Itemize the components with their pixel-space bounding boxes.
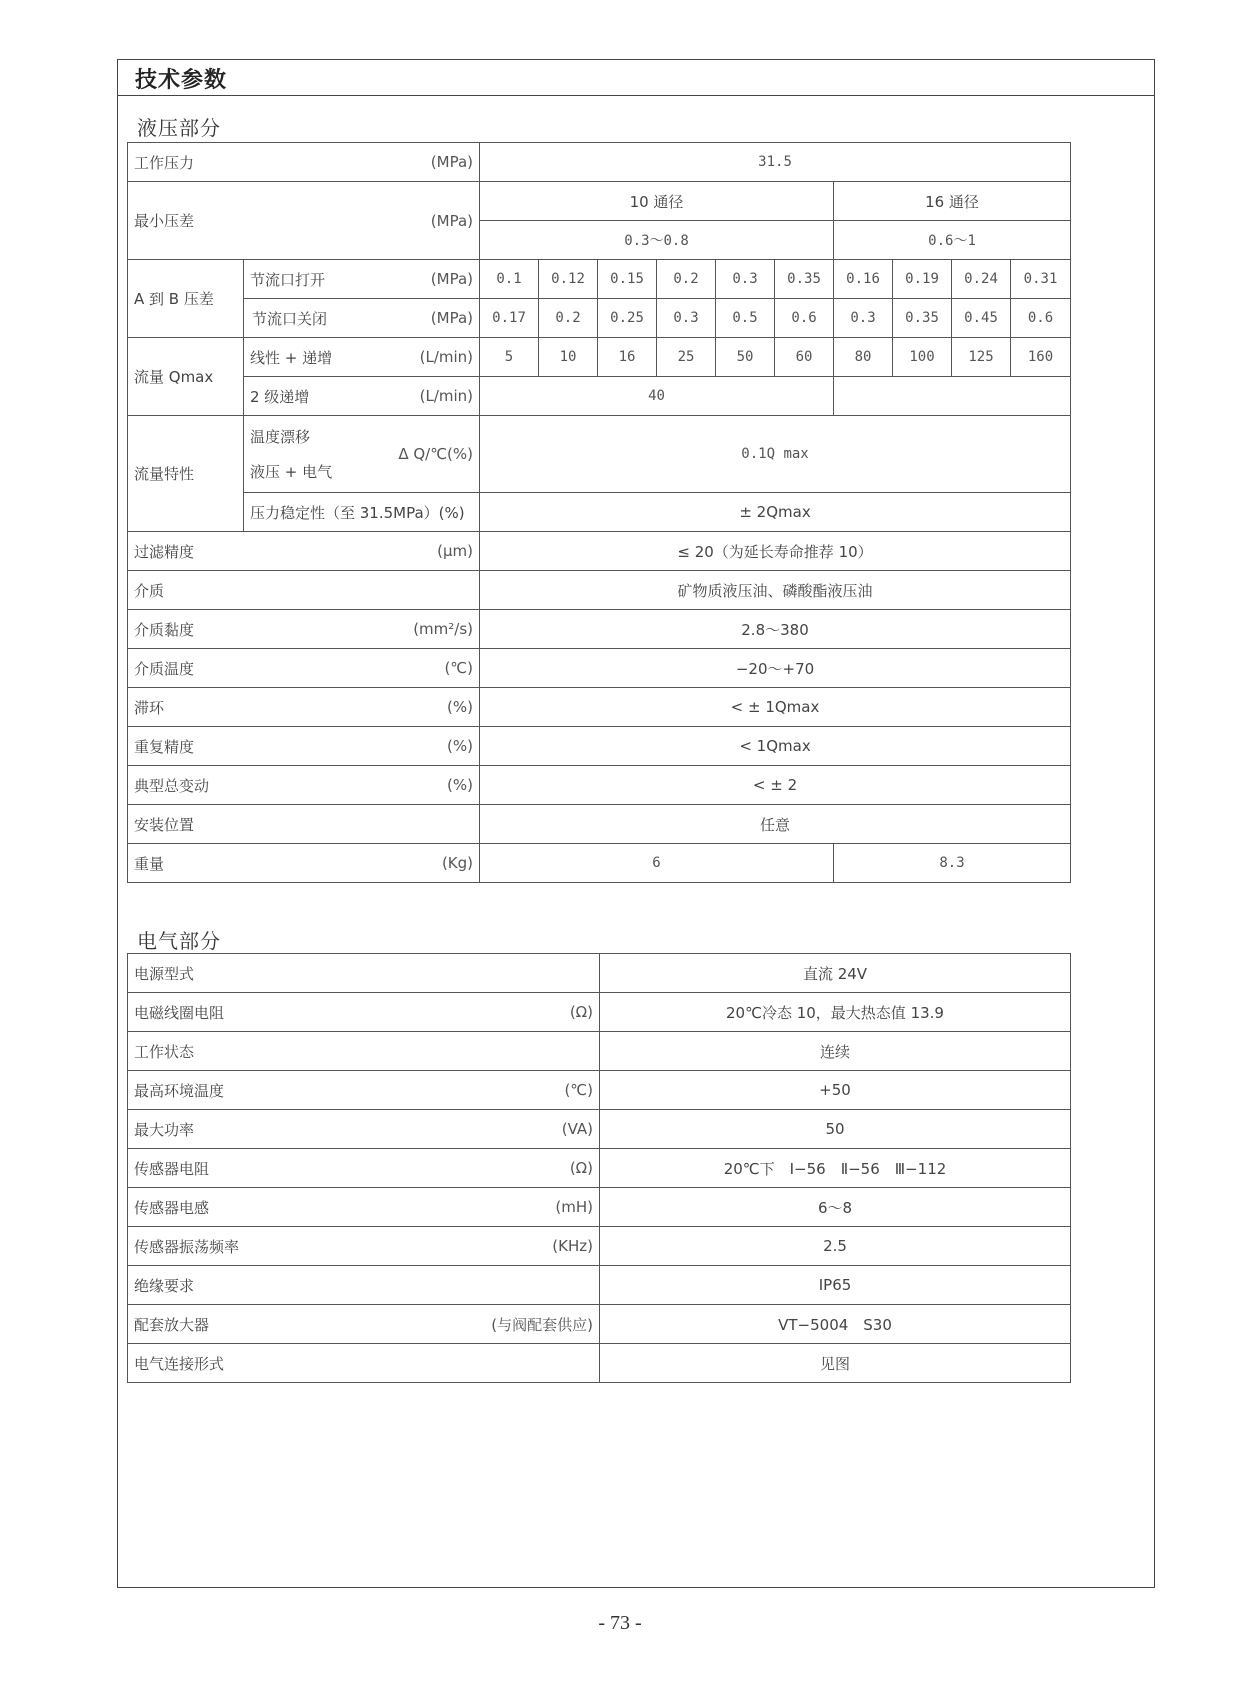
value-cell: 0.15 [598, 260, 657, 299]
value-cell: 0.16 [834, 260, 893, 299]
row-value: 直流 24V [600, 954, 1071, 993]
row-unit: (MPa) [430, 309, 474, 327]
row-unit: (℃) [444, 659, 474, 677]
temp-drift-value: 0.1Q max [480, 416, 1071, 493]
row-unit: (℃) [564, 1081, 593, 1099]
electrical-row [128, 993, 1071, 1032]
electrical-row [128, 954, 1071, 993]
row-label: 介质 [134, 581, 165, 600]
size10-header: 10 通径 [480, 182, 834, 221]
row-value: IP65 [600, 1266, 1071, 1305]
row-label: 重量 [134, 854, 165, 873]
row-label: 传感器电阻 [134, 1159, 210, 1178]
electrical-row [128, 1305, 1071, 1344]
temp-drift-unit: Δ Q/℃(%) [398, 445, 474, 463]
row-flow-two-stage [128, 377, 1071, 416]
value-cell: 0.45 [952, 299, 1011, 338]
two-stage-value-16 [834, 377, 1071, 416]
value-cell: 100 [893, 338, 952, 377]
flow-qmax-label: 流量 Qmax [128, 338, 244, 416]
row-label: 2 级递增 [250, 387, 310, 406]
value-cell: 60 [775, 338, 834, 377]
value-cell: 0.1 [480, 260, 539, 299]
row-label: 电气连接形式 [134, 1354, 225, 1373]
row-label: 电源型式 [134, 964, 195, 983]
temp-drift-label: 温度漂移 [250, 428, 311, 446]
row-value: < ± 2 [480, 766, 1071, 805]
row-label: 线性 + 递增 [250, 348, 333, 367]
hydraulic-row [128, 610, 1071, 649]
value-cell: 80 [834, 338, 893, 377]
value-cell: 0.3 [834, 299, 893, 338]
row-value: 50 [600, 1110, 1071, 1149]
row-value: < ± 1Qmax [480, 688, 1071, 727]
row-label: 工作状态 [134, 1042, 195, 1061]
row-unit: (%) [447, 776, 474, 794]
value-cell: 0.2 [657, 260, 716, 299]
value-cell: 0.17 [480, 299, 539, 338]
electrical-row [128, 1110, 1071, 1149]
value-cell: 16 [598, 338, 657, 377]
value-cell: 25 [657, 338, 716, 377]
hydraulic-row [128, 649, 1071, 688]
row-value: +50 [600, 1071, 1071, 1110]
value-cell: 50 [716, 338, 775, 377]
row-unit: (L/min) [419, 387, 474, 405]
flow-char-label: 流量特性 [128, 416, 244, 532]
value-cell: 0.2 [539, 299, 598, 338]
row-value: 20℃冷态 10，最大热态值 13.9 [600, 993, 1071, 1032]
row-label: 介质黏度 [134, 620, 195, 639]
electrical-row [128, 1344, 1071, 1383]
page-title: 技术参数 [135, 68, 228, 93]
hydraulic-row [128, 688, 1071, 727]
row-label: 节流口关闭 [252, 309, 328, 328]
row-working-pressure [128, 143, 1071, 182]
value-cell: 125 [952, 338, 1011, 377]
value-cell: 0.12 [539, 260, 598, 299]
row-unit: (与阀配套供应) [491, 1315, 593, 1334]
row-flow-char-temp [128, 416, 1071, 493]
row-label: 传感器振荡频率 [134, 1237, 240, 1256]
value-cell: 0.35 [893, 299, 952, 338]
electrical-row [128, 1149, 1071, 1188]
row-label: 最高环境温度 [134, 1081, 225, 1100]
row-label: 最大功率 [134, 1120, 195, 1139]
row-value: 矿物质液压油、磷酸酯液压油 [480, 571, 1071, 610]
hydraulic-row [128, 727, 1071, 766]
row-unit: (μm) [437, 542, 474, 560]
electrical-table [127, 953, 1071, 1383]
value-cell: 0.6 [1011, 299, 1071, 338]
row-unit: (%) [447, 698, 474, 716]
row-unit: (KHz) [552, 1237, 593, 1255]
hydraulic-row [128, 766, 1071, 805]
row-label: 滞环 [134, 698, 165, 717]
row-label: 绝缘要求 [134, 1276, 195, 1295]
row-label: 传感器电感 [134, 1198, 210, 1217]
value-cell: 5 [480, 338, 539, 377]
row-pressure-stability [128, 493, 1071, 532]
row-label: 节流口打开 [250, 270, 326, 289]
row-value: 2.8～380 [480, 610, 1071, 649]
electrical-section-title: 电气部分 [137, 929, 221, 953]
row-value: 20℃下 Ⅰ−56 Ⅱ−56 Ⅲ−112 [600, 1149, 1071, 1188]
row-unit: (mH) [555, 1198, 593, 1216]
two-stage-value-10: 40 [480, 377, 834, 416]
weight-value-16: 8.3 [834, 844, 1071, 883]
value-cell: 0.35 [775, 260, 834, 299]
row-label: 过滤精度 [134, 542, 195, 561]
value-cell: 0.25 [598, 299, 657, 338]
row-label: 电磁线圈电阻 [134, 1003, 225, 1022]
row-value: VT−5004 S30 [600, 1305, 1071, 1344]
row-weight [128, 844, 1071, 883]
value-cell: 0.5 [716, 299, 775, 338]
pressure-stability-label: 压力稳定性（至 31.5MPa）(%) [244, 493, 480, 532]
row-unit: (MPa) [430, 270, 474, 288]
row-unit: (mm²/s) [413, 620, 474, 638]
electrical-row [128, 1227, 1071, 1266]
value-cell: 0.24 [952, 260, 1011, 299]
row-value: −20～+70 [480, 649, 1071, 688]
row-label: 重复精度 [134, 737, 195, 756]
hydraulic-section-title: 液压部分 [137, 116, 221, 140]
page-number: - 73 - [598, 1612, 642, 1634]
weight-value-10: 6 [480, 844, 834, 883]
hydraulic-row [128, 805, 1071, 844]
electrical-row [128, 1032, 1071, 1071]
hydraulic-table [127, 142, 1071, 883]
row-value: 见图 [600, 1344, 1071, 1383]
row-value: 任意 [480, 805, 1071, 844]
range16: 0.6～1 [834, 221, 1071, 260]
size16-header: 16 通径 [834, 182, 1071, 221]
pressure-stability-value: ± 2Qmax [480, 493, 1071, 532]
hydraulic-row [128, 571, 1071, 610]
row-unit: (VA) [561, 1120, 593, 1138]
page-title-bar [118, 60, 1154, 96]
row-unit: (MPa) [430, 153, 474, 171]
row-unit: (Kg) [441, 854, 474, 872]
value-cell: 0.3 [657, 299, 716, 338]
value-cell: 0.3 [716, 260, 775, 299]
row-label: 安装位置 [134, 815, 195, 834]
value-cell: 0.6 [775, 299, 834, 338]
row-throttle-closed [128, 299, 1071, 338]
electrical-row [128, 1266, 1071, 1305]
row-label: 典型总变动 [134, 776, 210, 795]
hyd-elec-label: 液压 + 电气 [250, 463, 333, 481]
row-unit: (L/min) [419, 348, 474, 366]
hydraulic-row [128, 532, 1071, 571]
range10: 0.3～0.8 [480, 221, 834, 260]
ab-pressure-label: A 到 B 压差 [128, 260, 244, 338]
row-throttle-open [128, 260, 1071, 299]
electrical-row [128, 1071, 1071, 1110]
row-unit: (Ω) [569, 1159, 593, 1177]
row-value: < 1Qmax [480, 727, 1071, 766]
row-label: 工作压力 [134, 153, 195, 172]
row-value: 6～8 [600, 1188, 1071, 1227]
value-cell: 0.31 [1011, 260, 1071, 299]
row-flow-linear [128, 338, 1071, 377]
row-min-pressure-diff [128, 182, 1071, 221]
row-value: 2.5 [600, 1227, 1071, 1266]
value-cell: 10 [539, 338, 598, 377]
row-value: ≤ 20（为延长寿命推荐 10） [480, 532, 1071, 571]
row-label: 最小压差 [134, 212, 195, 230]
row-value: 31.5 [480, 143, 1071, 182]
row-label: 介质温度 [134, 659, 195, 678]
row-unit: (MPa) [430, 211, 474, 230]
row-unit: (%) [447, 737, 474, 755]
row-unit: (Ω) [569, 1003, 593, 1021]
row-label: 配套放大器 [134, 1315, 210, 1334]
row-value: 连续 [600, 1032, 1071, 1071]
electrical-row [128, 1188, 1071, 1227]
value-cell: 0.19 [893, 260, 952, 299]
value-cell: 160 [1011, 338, 1071, 377]
